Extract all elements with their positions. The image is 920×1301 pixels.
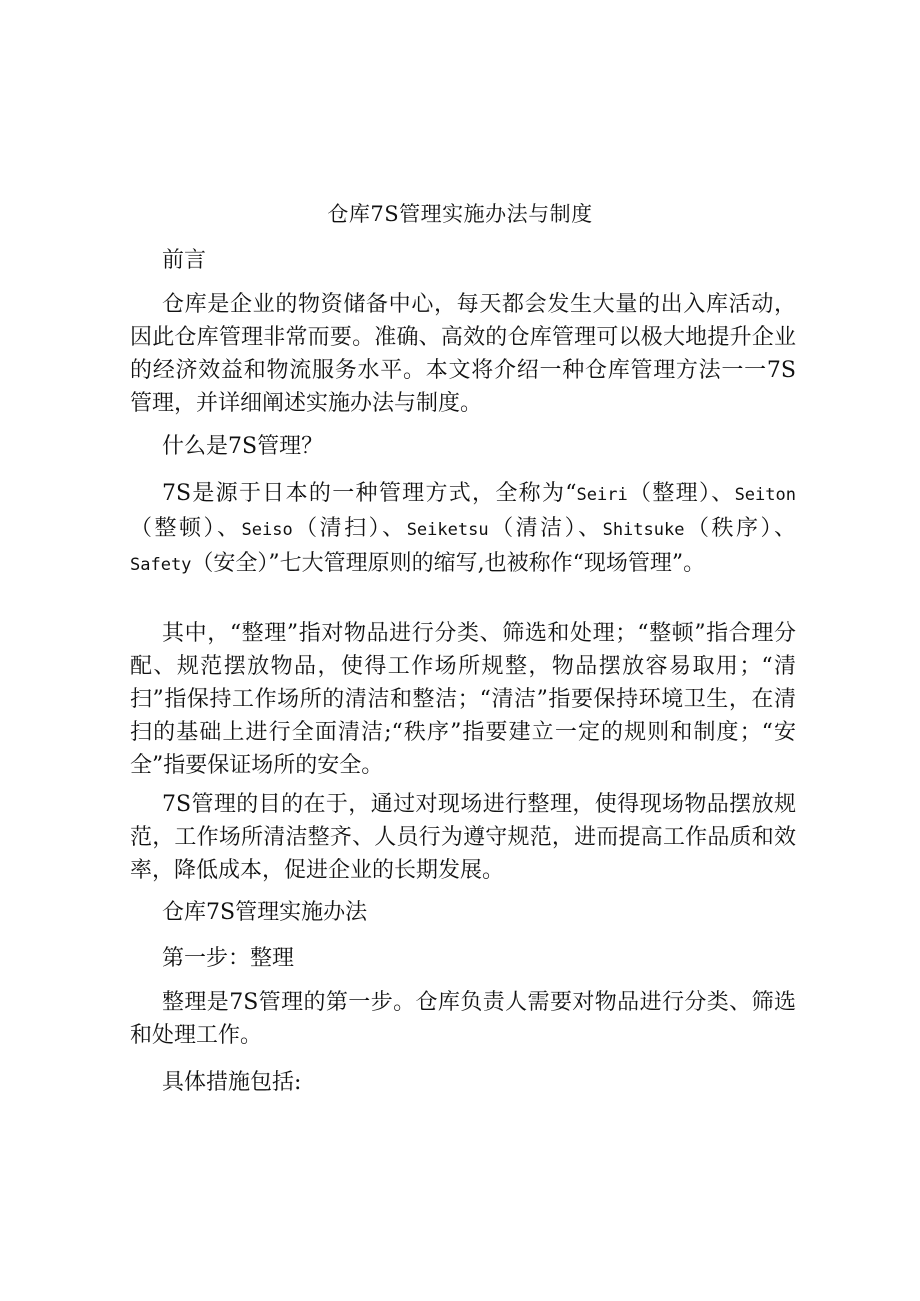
definition-text-5: （清洁）、 (488, 516, 603, 541)
measures-heading: 具体措施包括: (162, 1070, 302, 1095)
definition-text-3: （整顿）、 (130, 516, 242, 541)
definition-text-1: 7S是源于日本的一种管理方式，全称为“ (162, 481, 577, 506)
definition-paragraph (130, 477, 796, 582)
definition-text-4: （清扫）、 (292, 516, 407, 541)
definition-text-6: （秩序）、 (684, 516, 796, 541)
term-shitsuke: Shitsuke (602, 520, 685, 540)
preface-paragraph: 仓库是企业的物资储备中心，每天都会发生大量的出入库活动，因此仓库管理非常而要。准确、高效的仓库管理可以极大地提升企业的经济效益和物流服务水平。本文将介绍一种仓库管理方法一一7S管理，并详细阐述实施办法与制度。 (130, 292, 796, 416)
explanation-paragraph: 其中，“整理”指对物品进行分类、筛选和处理；“整顿”指合理分配、规范摆放物品，使得工作场所规整，物品摆放容易取用；“清扫”指保持工作场所的清洁和整洁；“清洁”指要保持环境卫生，在清扫的基础上进行全面清洁;“秩序”指要建立一定的规则和制度；“安全”指要保证场所的安全。 (130, 621, 796, 778)
definition-text-2: （整理）、 (627, 481, 735, 506)
implementation-heading: 仓库7S管理实施办法 (162, 900, 368, 925)
purpose-paragraph: 7S管理的目的在于，通过对现场进行整理，使得现场物品摆放规范，工作场所清洁整齐、人员行为遵守规范，进而提高工作品质和效率，降低成本，促进企业的长期发展。 (130, 792, 796, 883)
term-safety: Safety (130, 555, 192, 575)
step1-heading: 第一步：整理 (162, 946, 295, 971)
definition-text-7: （安全）”七大管理原则的缩写,也被称作“现场管理”。 (191, 551, 706, 576)
term-seiso: Seiso (241, 520, 293, 540)
term-seiri: Seiri (576, 485, 628, 505)
term-seiketsu: Seiketsu (406, 520, 489, 540)
what-is-7s-heading: 什么是7S管理？ (162, 434, 324, 459)
step1-paragraph: 整理是7S管理的第一步。仓库负责人需要对物品进行分类、筛选和处理工作。 (130, 990, 796, 1048)
document-title: 仓库7S管理实施办法与制度 (327, 202, 593, 226)
term-seiton: Seiton (734, 485, 796, 505)
preface-heading: 前言 (162, 248, 207, 273)
